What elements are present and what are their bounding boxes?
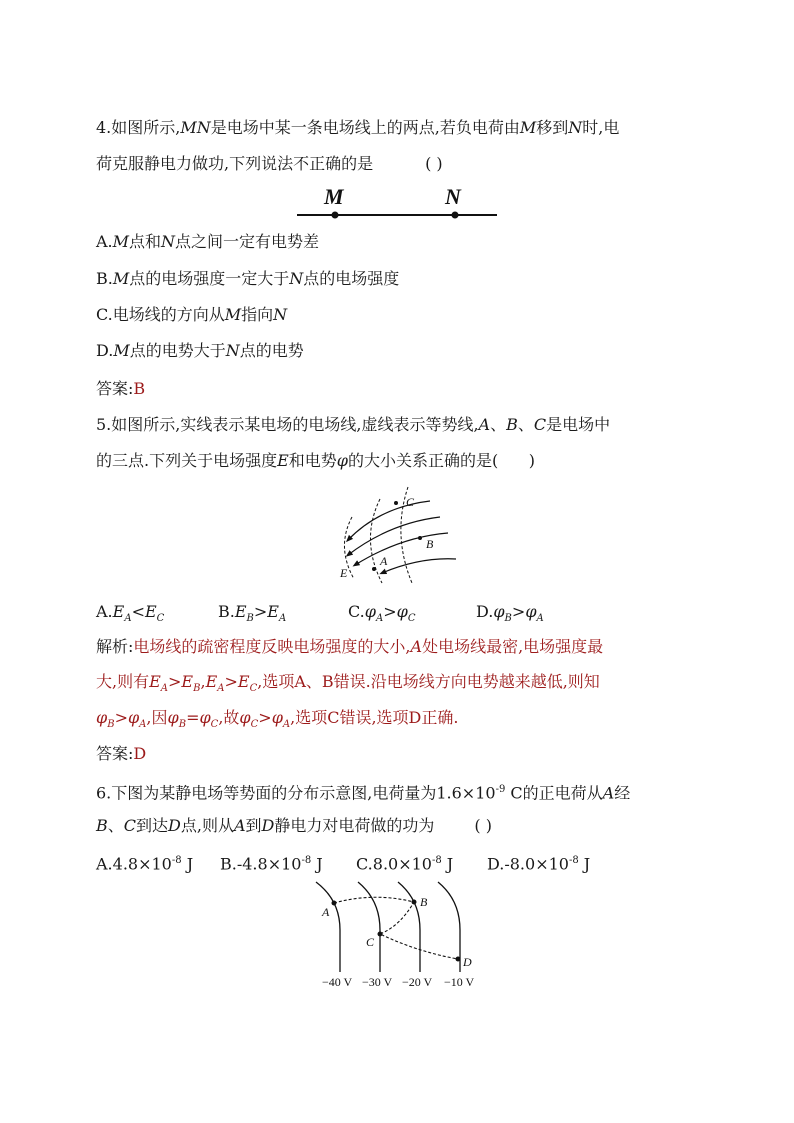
- q6-label-c: C: [366, 935, 375, 949]
- q6-figure: [310, 880, 490, 995]
- q6-stem-line2: B、C到达D点,则从A到D静电力对电荷做的功为 ( ): [96, 816, 492, 835]
- q5-label-c: C: [406, 495, 415, 509]
- q4-figure: [293, 185, 503, 225]
- q5-option-d: $D.\varphi_B>\varphi_A$: [476, 602, 544, 625]
- q5-option-a: $A.E_A<E_C$: [96, 602, 165, 625]
- q6-label-b: B: [420, 895, 428, 909]
- q5-stem-line1: 5.如图所示,实线表示某电场的电场线,虚线表示等势线,A、B、C是电场中: [96, 415, 611, 434]
- q5-field-line-4: [382, 559, 456, 573]
- q4-stem-line1: 4.如图所示,MN是电场中某一条电场线上的两点,若负电荷由M移到N时,电: [96, 118, 620, 137]
- q6-point-b: [412, 900, 417, 905]
- q6-answer-paren: ( ): [474, 816, 492, 835]
- q4-stem-line2: 荷克服静电力做功,下列说法不正确的是 ( ): [96, 154, 443, 173]
- q4-option-b: B.M点的电场强度一定大于N点的电场强度: [96, 269, 400, 288]
- q5-stem-line2: 的三点.下列关于电场强度E和电势φ的大小关系正确的是( ): [96, 451, 536, 470]
- q5-point-c: [394, 501, 398, 505]
- q5-point-a: [372, 567, 376, 571]
- q5-answer: 答案:D: [96, 744, 147, 763]
- q4-option-d: D.M点的电势大于N点的电势: [96, 341, 304, 360]
- q6-option-c: $C.8.0\times 10^{-8}$ J: [356, 854, 454, 874]
- q4-answer: 答案:B: [96, 379, 146, 398]
- q4-label-m: M: [324, 185, 344, 209]
- q5-point-b: [418, 536, 422, 540]
- q4-point-m: [332, 212, 339, 219]
- q6-path: [334, 897, 458, 959]
- q4-answer-value: B: [133, 379, 146, 398]
- q4-point-n: [452, 212, 459, 219]
- q6-point-d: [456, 957, 461, 962]
- q6-label-d: D: [463, 955, 472, 969]
- q6-potential-40: −40 V: [322, 975, 353, 989]
- q6-label-a: A: [322, 905, 330, 919]
- q6-potential-30: −30 V: [362, 975, 393, 989]
- q6-potential-10: −10 V: [444, 975, 475, 989]
- q6-equipotential-30: [358, 882, 380, 972]
- q5-option-c: $C.\varphi_A>\varphi_C$: [348, 602, 416, 625]
- q5-option-b: $B.E_B>E_A$: [218, 602, 287, 625]
- q6-equipotential-40: [316, 882, 340, 972]
- q5-analysis-line1: 解析:电场线的疏密程度反映电场强度的大小,A处电场线最密,电场强度最: [96, 637, 604, 656]
- q5-label-b: B: [426, 537, 434, 551]
- q6-potential-20: −20 V: [402, 975, 433, 989]
- q6-stem-line1: 6.下图为某静电场等势面的分布示意图,电荷量为$1.6\times 10^{-9}$ C的正电荷从A经: [96, 783, 631, 803]
- q6-equipotential-20: [398, 882, 420, 972]
- q4-answer-paren: ( ): [425, 154, 443, 173]
- q6-option-d: $D.-8.0\times 10^{-8}$ J: [487, 854, 591, 874]
- q4-option-a: A.M点和N点之间一定有电势差: [96, 232, 320, 251]
- q4-label-n: N: [445, 185, 461, 209]
- q5-analysis-line3: $\varphi_B>\varphi_A$,因$\varphi_B=\varphi_C$,故$\varphi_C>\varphi_A$,选项C错误,选项D正确.: [96, 708, 459, 731]
- q5-answer-value: D: [133, 744, 147, 763]
- q6-option-a: $A.4.8\times 10^{-8}$ J: [96, 854, 194, 874]
- q5-equipotential-2: [370, 499, 382, 583]
- q5-label-a: A: [380, 554, 388, 568]
- q6-point-c: [378, 932, 383, 937]
- q4-option-c: C.电场线的方向从M指向N: [96, 305, 288, 324]
- q6-point-a: [332, 901, 337, 906]
- q6-option-b: $B.-4.8\times 10^{-8}$ J: [220, 854, 323, 874]
- q5-analysis-line2: 大,则有$E_A>E_B,E_A>E_C$,选项A、B错误.沿电场线方向电势越来越低,则知: [96, 672, 600, 695]
- q5-label-e: E: [340, 566, 348, 580]
- q5-figure: [330, 485, 470, 585]
